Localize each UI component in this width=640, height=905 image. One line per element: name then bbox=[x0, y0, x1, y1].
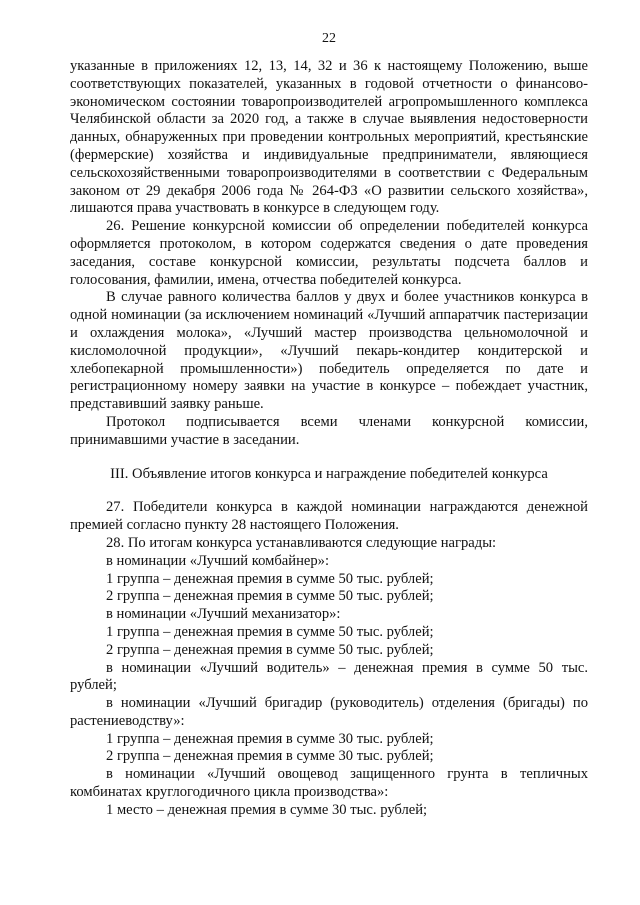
nomination-combiner: в номинации «Лучший комбайнер»: bbox=[106, 552, 330, 569]
award-brigadier-group-1: 1 группа – денежная премия в сумме 30 тыс. рублей; bbox=[106, 730, 434, 747]
award-mechanic-group-2: 2 группа – денежная премия в сумме 50 тыс. рублей; bbox=[106, 641, 434, 658]
nomination-brigadier: в номинации «Лучший бригадир (руководитель) отделения (бригады) по растениеводству»: bbox=[70, 695, 588, 729]
award-greenhouse-place-1: 1 место – денежная премия в сумме 30 тыс. рублей; bbox=[106, 801, 428, 818]
paragraphs-after-heading bbox=[70, 499, 588, 819]
award-mechanic-group-1: 1 группа – денежная премия в сумме 50 тыс. рублей; bbox=[106, 623, 434, 640]
paragraph-27: 27. Победители конкурса в каждой номинации награждаются денежной премией согласно пункту 28 настоящего Положения. bbox=[70, 499, 588, 534]
page-number: 22 bbox=[322, 31, 336, 46]
nomination-greenhouse: в номинации «Лучший овощевод защищенного грунта в тепличных комбинатах круглогодичного цикла производства»: bbox=[70, 766, 588, 801]
nomination-mechanic: в номинации «Лучший механизатор»: bbox=[106, 606, 341, 623]
award-combiner-group-2: 2 группа – денежная премия в сумме 50 тыс. рублей; bbox=[106, 588, 434, 605]
paragraph-26: 26. Решение конкурсной комиссии об определении победителей конкурса оформляется протоколом, в котором содержатся сведения о дате проведения заседания, составе конкурсной комиссии, результаты подсчета баллов и голосования, фамилии, имена, отчества победителей конкурса. bbox=[70, 218, 588, 288]
paragraph-equal-score: В случае равного количества баллов у двух и более участников конкурса в одной номинации (за исключением номинаций «Лучший аппаратчик пастеризации и охлаждения молока», «Лучший мастер производства цельномолочной и кисломолочной продукции», «Лучший пекарь-кондитер кондитерской и хлебопекарной промышленности») победитель определяется по дате и регистрационному номеру заявки на участие в конкурсе – побеждает участник, представивший заявку раньше. bbox=[70, 289, 588, 413]
paragraph-28: 28. По итогам конкурса устанавливаются следующие награды: bbox=[106, 534, 497, 551]
paragraph-protocol: Протокол подписывается всеми членами конкурсной комиссии, принимавшими участие в заседании. bbox=[70, 413, 588, 448]
award-brigadier-group-2: 2 группа – денежная премия в сумме 30 тыс. рублей; bbox=[106, 748, 434, 765]
nomination-driver: в номинации «Лучший водитель» – денежная премия в сумме 50 тыс. рублей; bbox=[70, 659, 588, 694]
award-combiner-group-1: 1 группа – денежная премия в сумме 50 тыс. рублей; bbox=[106, 570, 434, 587]
paragraph-continuation: указанные в приложениях 12, 13, 14, 32 и 36 к настоящему Положению, выше соответствующих показателей, указанных в годовой отчетности о финансово-экономическом состоянии товаропроизводителей агропромышленного комплекса Челябинской области за 2020 год, а также в случае выявления недостоверности данных, обнаруженных при проведении контрольных мероприятий, крестьянские (фермерские) хозяйства и индивидуальные предприниматели, являющиеся сельскохозяйственными товаропроизводителями в соответствии с Федеральным законом от 29 декабря 2006 года № 264-ФЗ «О развитии сельского хозяйства», лишаются права участвовать в конкурсе в следующем году. bbox=[70, 58, 588, 217]
section-heading: III. Объявление итогов конкурса и награждение победителей конкурса bbox=[110, 465, 548, 482]
document-body bbox=[70, 58, 588, 820]
paragraphs-before-heading bbox=[70, 58, 588, 450]
